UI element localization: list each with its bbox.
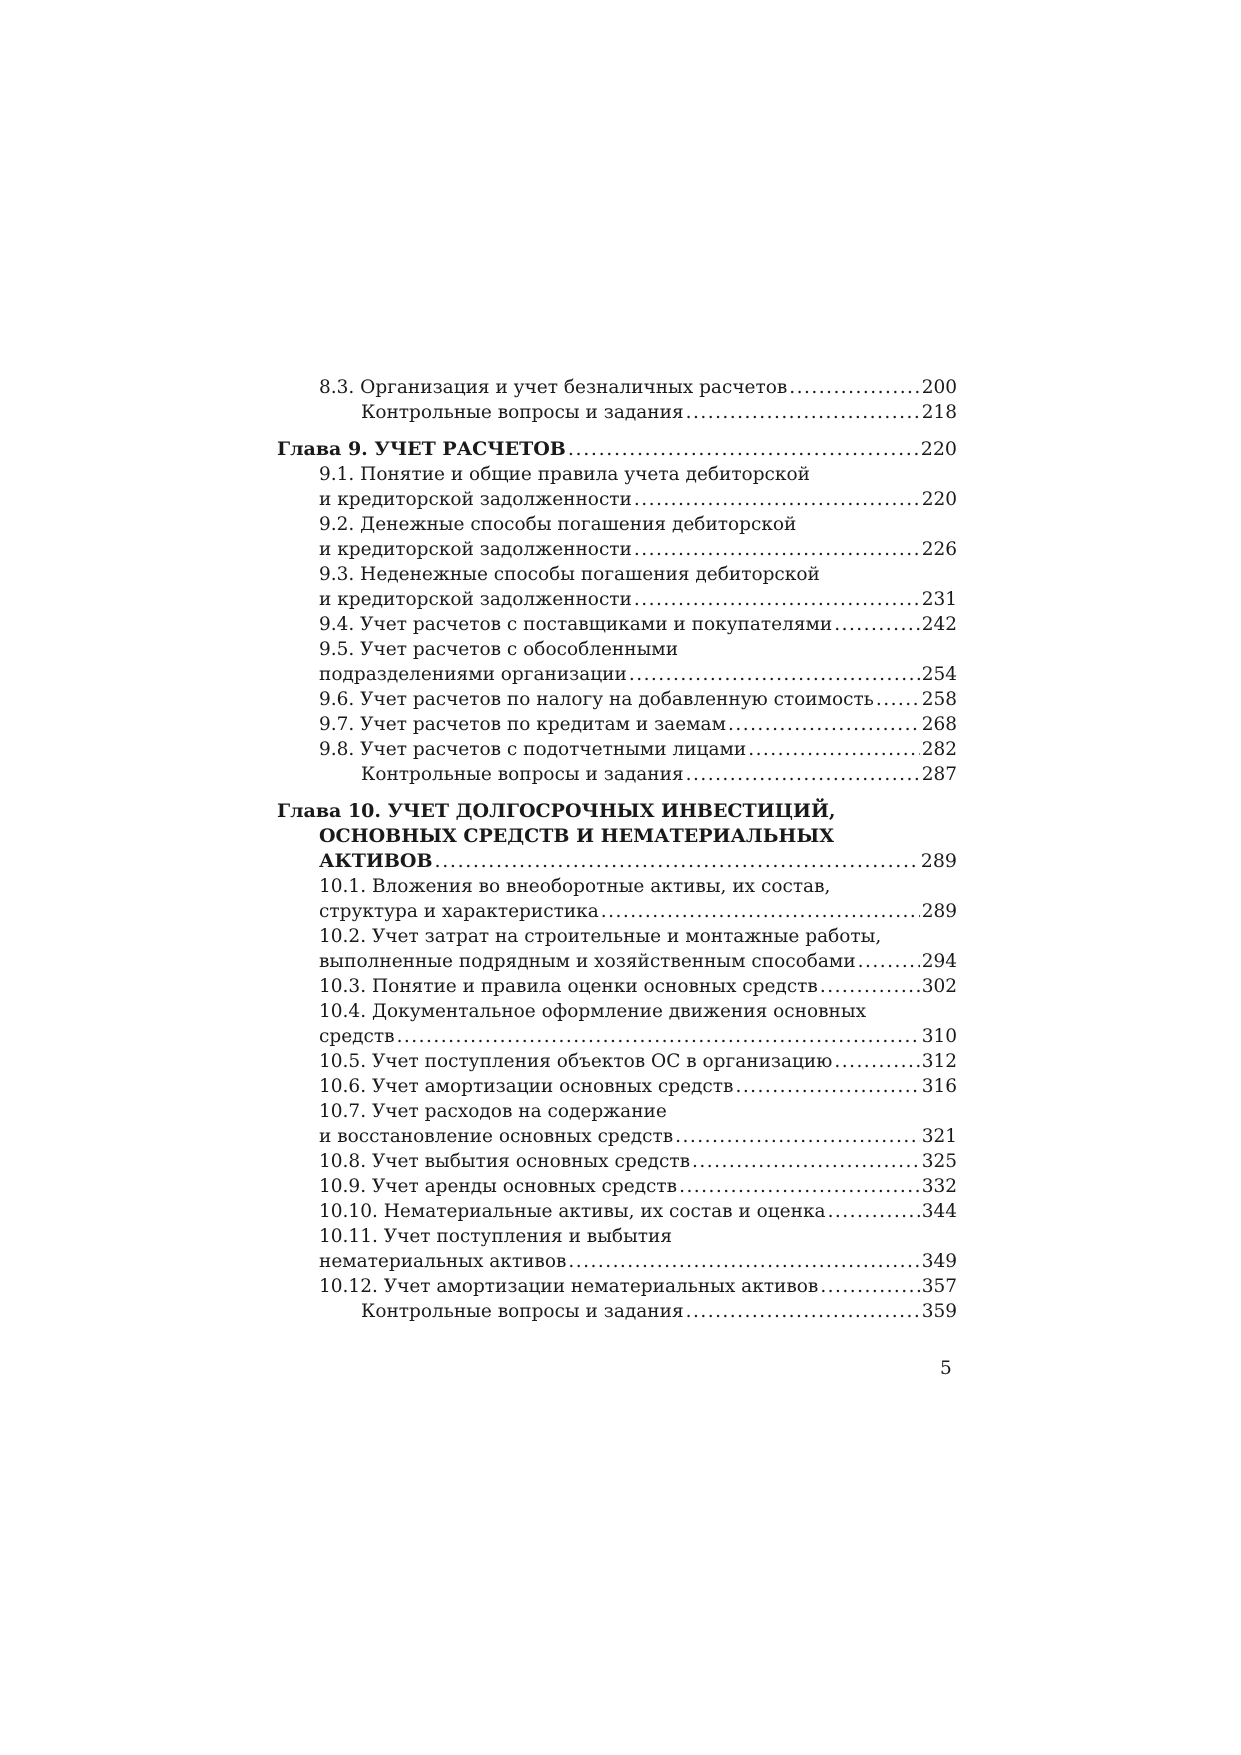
toc-entry-ctrl-10[interactable]: Контрольные вопросы и задания . . . 359 [277,1299,957,1324]
toc-entry-9-8[interactable]: 9.8. Учет расчетов с подотчетными лицами . . . 282 [277,737,957,762]
toc-entry-10-11[interactable]: нематериальных активов . . . 349 [277,1249,957,1274]
toc-entry-10-9[interactable]: 10.9. Учет аренды основных средств . . . 332 [277,1174,957,1199]
toc-entry-9-4[interactable]: 9.4. Учет расчетов с поставщиками и покупателями . . . 242 [277,612,957,637]
toc-entry-10-7[interactable]: и восстановление основных средств . . . 321 [277,1124,957,1149]
toc-entry-8-3[interactable]: 8.3. Организация и учет безналичных расчетов . . . 200 [277,375,957,400]
toc-entry-9-3[interactable]: и кредиторской задолженности . . . 231 [277,587,957,612]
toc-entry-9-1[interactable]: и кредиторской задолженности . . . 220 [277,487,957,512]
table-of-contents [277,375,957,1324]
toc-entry-10-2[interactable]: выполненные подрядным и хозяйственным способами . . . 294 [277,949,957,974]
toc-entry-10-4-line1[interactable]: 10.4. Документальное оформление движения основных [319,1001,866,1022]
toc-entry-10-1[interactable]: структура и характеристика . . . 289 [277,899,957,924]
toc-entry-10-7-line1[interactable]: 10.7. Учет расходов на содержание [319,1101,667,1122]
toc-chapter-9[interactable]: Глава 9. УЧЕТ РАСЧЕТОВ . . . 220 [277,437,957,462]
toc-entry-10-2-line1[interactable]: 10.2. Учет затрат на строительные и монтажные работы, [319,926,882,947]
toc-entry-10-8[interactable]: 10.8. Учет выбытия основных средств . . . 325 [277,1149,957,1174]
toc-entry-10-5[interactable]: 10.5. Учет поступления объектов ОС в организацию . . . 312 [277,1049,957,1074]
toc-entry-9-1-line1[interactable]: 9.1. Понятие и общие правила учета дебиторской [319,464,810,485]
toc-entry-9-5-line1[interactable]: 9.5. Учет расчетов с обособленными [319,639,679,660]
toc-entry-9-6[interactable]: 9.6. Учет расчетов по налогу на добавленную стоимость . . . 258 [277,687,957,712]
toc-entry-10-4[interactable]: средств . . . 310 [277,1024,957,1049]
toc-entry-10-10[interactable]: 10.10. Нематериальные активы, их состав и оценка . . . 344 [277,1199,957,1224]
toc-entry-ctrl-8[interactable]: Контрольные вопросы и задания . . . 218 [277,400,957,425]
toc-entry-9-3-line1[interactable]: 9.3. Неденежные способы погашения дебиторской [319,564,820,585]
toc-chapter-10[interactable]: АКТИВОВ . . . 289 [277,849,957,874]
toc-entry-10-12[interactable]: 10.12. Учет амортизации нематериальных активов . . . 357 [277,1274,957,1299]
toc-entry-10-11-line1[interactable]: 10.11. Учет поступления и выбытия [319,1226,673,1247]
toc-entry-10-3[interactable]: 10.3. Понятие и правила оценки основных средств . . . 302 [277,974,957,999]
toc-entry-9-2-line1[interactable]: 9.2. Денежные способы погашения дебиторской [319,514,797,535]
toc-entry-9-7[interactable]: 9.7. Учет расчетов по кредитам и заемам . . . 268 [277,712,957,737]
toc-entry-10-1-line1[interactable]: 10.1. Вложения во внеоборотные активы, их состав, [319,876,831,897]
toc-entry-ctrl-9[interactable]: Контрольные вопросы и задания . . . 287 [277,762,957,787]
toc-entry-9-2[interactable]: и кредиторской задолженности . . . 226 [277,537,957,562]
page-number: 5 [940,1358,952,1379]
toc-chapter-10-line1[interactable]: Глава 10. УЧЕТ ДОЛГОСРОЧНЫХ ИНВЕСТИЦИЙ, [277,800,836,822]
toc-entry-10-6[interactable]: 10.6. Учет амортизации основных средств . . . 316 [277,1074,957,1099]
toc-entry-9-5[interactable]: подразделениями организации . . . 254 [277,662,957,687]
toc-chapter-10-line2[interactable]: ОСНОВНЫХ СРЕДСТВ И НЕМАТЕРИАЛЬНЫХ [319,825,834,847]
